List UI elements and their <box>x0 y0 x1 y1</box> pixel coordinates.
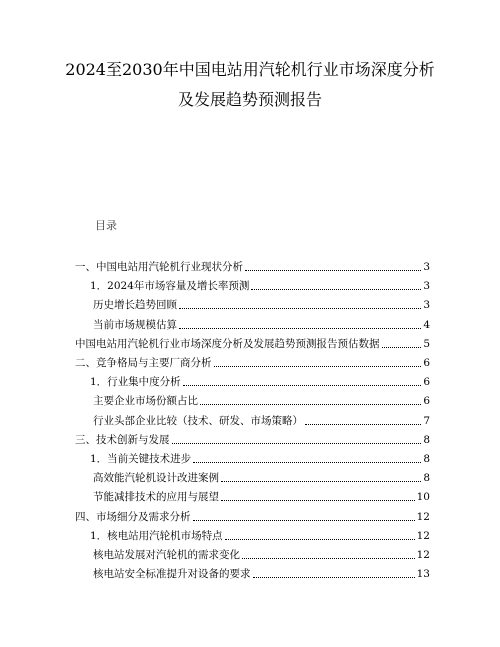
toc-entry[interactable] <box>93 318 430 332</box>
toc-leader-dots <box>245 258 421 271</box>
toc-entry[interactable] <box>93 471 430 485</box>
toc-entry[interactable] <box>90 279 430 293</box>
toc-entry-page-number: 6 <box>423 395 430 408</box>
toc-entry[interactable] <box>90 375 430 389</box>
toc-entry-page-number: 6 <box>423 357 430 369</box>
toc-leader-dots <box>200 392 421 405</box>
toc-leader-dots <box>214 354 422 367</box>
toc-entry-page-number: 8 <box>423 433 430 446</box>
toc-entry-label: 当前市场规模估算 <box>93 318 177 331</box>
toc-entry[interactable] <box>93 298 430 312</box>
toc-entry-page-number: 8 <box>423 453 430 465</box>
toc-entry-page-number: 7 <box>423 414 430 427</box>
toc-entry[interactable] <box>93 414 430 428</box>
toc-entry-page-number: 12 <box>416 529 430 542</box>
toc-entry-page-number: 6 <box>423 376 430 389</box>
toc-leader-dots <box>183 373 422 386</box>
toc-entry-label: 中国电站用汽轮机行业市场深度分析及发展趋势预测报告预估数据 <box>75 337 380 350</box>
toc-entry-label: 1．2024年市场容量及增长率预测 <box>90 280 250 293</box>
toc-leader-dots <box>225 527 415 540</box>
toc-entry-page-number: 8 <box>423 472 430 485</box>
toc-entry-page-number: 12 <box>416 549 430 561</box>
toc-entry-label: 1．核电站用汽轮机市场特点 <box>90 529 223 542</box>
document-title-line-2: 及发展趋势预测报告 <box>177 90 322 109</box>
toc-entry-label: 1．当前关键技术进步 <box>90 453 192 465</box>
toc-leader-dots <box>179 316 421 329</box>
toc-leader-dots <box>251 277 421 290</box>
toc-leader-dots <box>193 450 421 463</box>
toc-entry[interactable] <box>75 433 430 447</box>
toc-entry[interactable] <box>75 510 430 524</box>
toc-entry-page-number: 3 <box>423 261 430 273</box>
toc-entry-page-number: 3 <box>423 299 430 312</box>
toc-entry[interactable] <box>93 394 430 408</box>
toc-entry-page-number: 5 <box>423 337 430 350</box>
toc-entry-page-number: 10 <box>416 491 430 504</box>
toc-leader-dots <box>382 335 422 348</box>
toc-entry-label: 三、技术创新与发展 <box>75 433 170 446</box>
toc-entry-label: 核电站安全标准提升对设备的要求 <box>93 568 251 581</box>
toc-leader-dots <box>221 469 421 482</box>
toc-entry[interactable] <box>93 490 430 504</box>
toc-entry-page-number: 4 <box>423 318 430 331</box>
toc-leader-dots <box>193 508 415 521</box>
toc-entry-page-number: 13 <box>416 568 430 581</box>
toc-entry-label: 1．行业集中度分析 <box>90 376 181 389</box>
toc-entry-page-number: 3 <box>423 280 430 293</box>
toc-entry-label: 行业头部企业比较（技术、研发、市场策略） <box>93 414 303 427</box>
toc-entry-label: 核电站发展对汽轮机的需求变化 <box>93 549 240 561</box>
toc-entry-label: 二、竞争格局与主要厂商分析 <box>75 357 212 369</box>
toc-entry-label: 一、中国电站用汽轮机行业现状分析 <box>75 261 243 273</box>
toc-entry-label: 历史增长趋势回顾 <box>93 299 177 312</box>
toc-entry-label: 节能减排技术的应用与展望 <box>93 491 219 504</box>
toc-heading: 目录 <box>95 219 117 232</box>
toc-entry-label: 主要企业市场份额占比 <box>93 395 198 408</box>
toc-entry[interactable] <box>75 356 430 370</box>
toc-leader-dots <box>221 488 415 501</box>
document-title-line-1: 2024至2030年中国电站用汽轮机行业市场深度分析 <box>65 60 435 79</box>
toc-entry-label: 高效能汽轮机设计改进案例 <box>93 472 219 485</box>
toc-entry[interactable] <box>90 529 430 543</box>
toc-leader-dots <box>242 546 415 559</box>
toc-entry[interactable] <box>90 452 430 466</box>
toc-entry[interactable] <box>75 260 430 274</box>
toc-leader-dots <box>305 412 421 425</box>
toc-leader-dots <box>179 296 421 309</box>
toc-entry-label: 四、市场细分及需求分析 <box>75 510 191 523</box>
toc-leader-dots <box>253 565 415 578</box>
toc-entry[interactable] <box>93 548 430 562</box>
toc-entry[interactable] <box>93 567 430 581</box>
toc-leader-dots <box>172 431 422 444</box>
toc-entry-page-number: 12 <box>416 510 430 523</box>
toc-entry[interactable] <box>75 337 430 351</box>
